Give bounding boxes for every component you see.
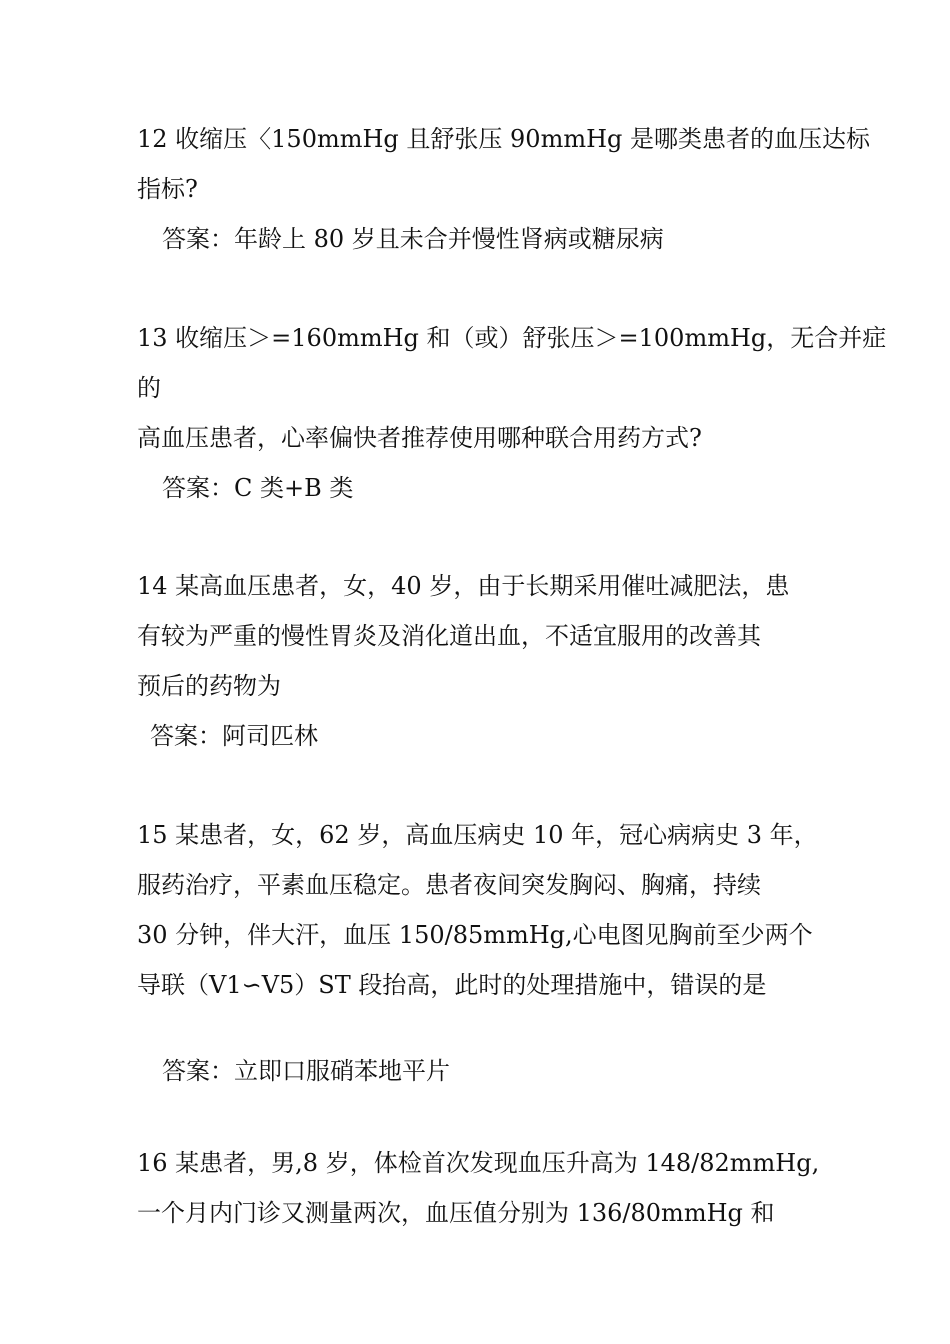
question-15-answer: 答案：立即口服硝苯地平片: [162, 1057, 450, 1085]
question-14-line-3: 预后的药物为: [137, 672, 281, 700]
question-13-line-3: 高血压患者，心率偏快者推荐使用哪种联合用药方式?: [137, 424, 702, 452]
question-15-line-2: 服药治疗，平素血压稳定。患者夜间突发胸闷、胸痛，持续: [137, 871, 761, 899]
question-16-line-2: 一个月内门诊又测量两次，血压值分别为 136/80mmHg 和: [137, 1199, 775, 1227]
question-12-line-2: 指标?: [137, 175, 198, 203]
question-14-line-1: 14 某高血压患者，女，40 岁，由于长期采用催吐减肥法，患: [137, 572, 790, 600]
question-15-line-3: 30 分钟，伴大汗，血压 150/85mmHg,心电图见胸前至少两个: [137, 921, 813, 949]
question-12-answer: 答案：年龄上 80 岁且未合并慢性肾病或糖尿病: [162, 225, 664, 253]
question-12-line-1: 12 收缩压〈150mmHg 且舒张压 90mmHg 是哪类患者的血压达标: [137, 125, 871, 153]
question-15-line-1: 15 某患者，女，62 岁，高血压病史 10 年，冠心病病史 3 年，: [137, 821, 818, 849]
question-13-line-1: 13 收缩压＞=160mmHg 和（或）舒张压＞=100mmHg，无合并症: [137, 324, 887, 352]
question-13-answer: 答案：C 类+B 类: [162, 474, 354, 502]
question-14-answer: 答案：阿司匹林: [150, 722, 318, 750]
question-16-line-1: 16 某患者，男,8 岁，体检首次发现血压升高为 148/82mmHg,: [137, 1149, 820, 1177]
question-15-line-4: 导联（V1∽V5）ST 段抬高，此时的处理措施中，错误的是: [137, 971, 767, 999]
question-13-line-2: 的: [137, 374, 161, 402]
question-14-line-2: 有较为严重的慢性胃炎及消化道出血，不适宜服用的改善其: [137, 622, 761, 650]
